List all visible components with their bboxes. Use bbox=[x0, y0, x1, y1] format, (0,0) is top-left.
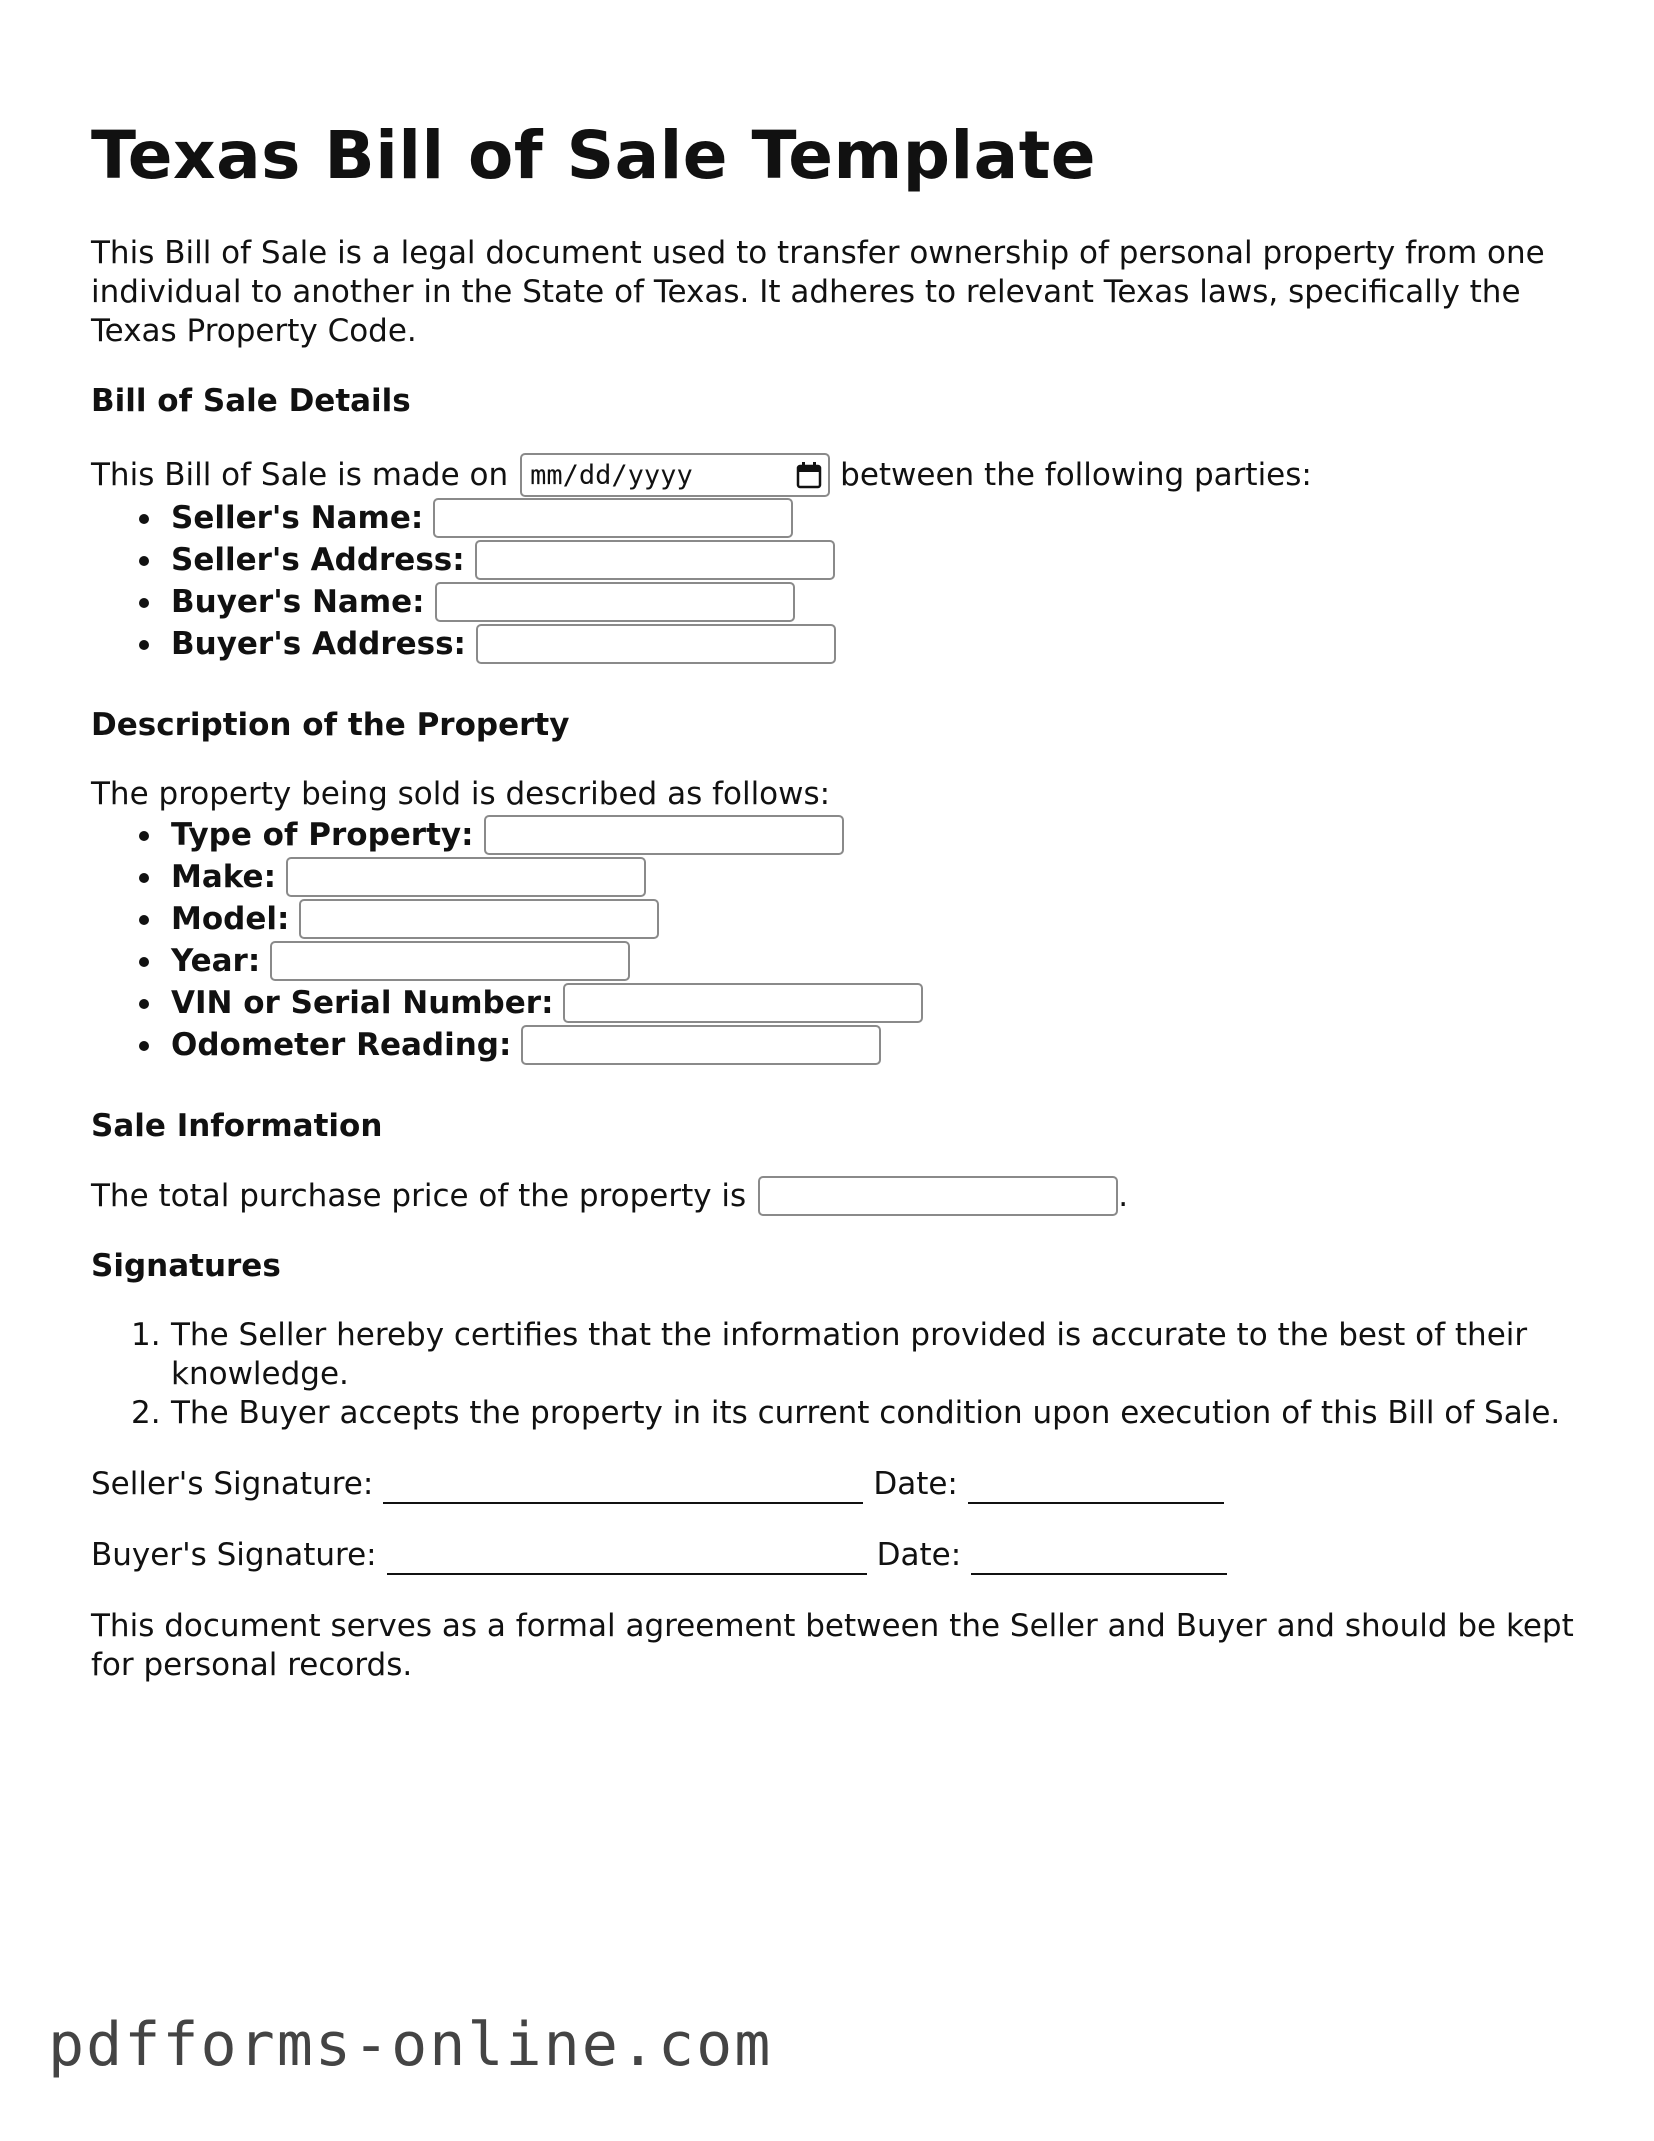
field-label: Make: bbox=[171, 859, 276, 895]
field-label: Buyer's Name: bbox=[171, 584, 425, 620]
parties-list bbox=[91, 497, 1591, 665]
buyer-address-input[interactable] bbox=[476, 624, 836, 664]
seller-address-input[interactable] bbox=[475, 540, 835, 580]
intro-paragraph: This Bill of Sale is a legal document used to transfer ownership of personal property from one individual to another in the State of Texas. It adheres to relevant Texas laws, specifically the Texas Property Code. bbox=[91, 235, 1545, 349]
buyer-signature-line bbox=[91, 1536, 1591, 1575]
make-input[interactable] bbox=[286, 857, 646, 897]
seller-date-field[interactable] bbox=[968, 1472, 1224, 1504]
buyer-signature-label: Buyer's Signature: bbox=[91, 1537, 377, 1573]
property-intro: The property being sold is described as follows: bbox=[91, 776, 831, 812]
purchase-price-input[interactable] bbox=[758, 1176, 1118, 1216]
list-item bbox=[91, 940, 1591, 982]
seller-signature-field[interactable] bbox=[383, 1472, 863, 1504]
list-item bbox=[91, 982, 1591, 1024]
field-label: Buyer's Address: bbox=[171, 626, 466, 662]
made-on-suffix: between the following parties: bbox=[840, 456, 1312, 493]
made-on-prefix: This Bill of Sale is made on bbox=[91, 456, 509, 493]
buyer-date-field[interactable] bbox=[971, 1543, 1227, 1575]
list-item bbox=[91, 581, 1591, 623]
calendar-icon[interactable] bbox=[796, 461, 822, 489]
list-item bbox=[91, 1316, 1601, 1394]
field-label: VIN or Serial Number: bbox=[171, 985, 554, 1021]
list-item bbox=[91, 856, 1591, 898]
list-item bbox=[91, 898, 1591, 940]
closing-paragraph: This document serves as a formal agreement between the Seller and Buyer and should be kept for personal records. bbox=[91, 1608, 1574, 1683]
seller-date-label: Date: bbox=[873, 1466, 958, 1502]
item-text: The Buyer accepts the property in its current condition upon execution of this Bill of Sale. bbox=[171, 1395, 1561, 1431]
property-list bbox=[91, 814, 1591, 1066]
item-number: 2. bbox=[131, 1395, 161, 1431]
seller-name-input[interactable] bbox=[433, 498, 793, 538]
seller-signature-line bbox=[91, 1465, 1591, 1504]
item-text: The Seller hereby certifies that the information provided is accurate to the best of their knowledge. bbox=[171, 1317, 1528, 1392]
field-label: Type of Property: bbox=[171, 817, 474, 853]
list-item bbox=[91, 539, 1591, 581]
list-item bbox=[91, 814, 1591, 856]
document-page bbox=[91, 110, 1591, 1685]
list-item bbox=[91, 623, 1591, 665]
year-input[interactable] bbox=[270, 941, 630, 981]
item-number: 1. bbox=[131, 1317, 161, 1353]
property-type-input[interactable] bbox=[484, 815, 844, 855]
section-heading-signatures: Signatures bbox=[91, 1248, 281, 1284]
seller-signature-label: Seller's Signature: bbox=[91, 1466, 374, 1502]
certification-list bbox=[91, 1316, 1591, 1433]
vin-input[interactable] bbox=[563, 983, 923, 1023]
odometer-input[interactable] bbox=[521, 1025, 881, 1065]
price-line bbox=[91, 1176, 1591, 1216]
section-heading-details: Bill of Sale Details bbox=[91, 383, 411, 419]
field-label: Model: bbox=[171, 901, 290, 937]
buyer-name-input[interactable] bbox=[435, 582, 795, 622]
sale-date-placeholder: mm/dd/yyyy bbox=[530, 459, 693, 491]
page-title: Texas Bill of Sale Template bbox=[91, 117, 1097, 194]
list-item bbox=[91, 1394, 1601, 1433]
buyer-date-label: Date: bbox=[876, 1537, 962, 1573]
watermark: pdfforms-online.com bbox=[48, 2010, 773, 2080]
list-item bbox=[91, 1024, 1591, 1066]
model-input[interactable] bbox=[299, 899, 659, 939]
section-heading-sale: Sale Information bbox=[91, 1108, 383, 1144]
list-item bbox=[91, 497, 1591, 539]
price-period: . bbox=[1118, 1177, 1129, 1214]
made-on-line bbox=[91, 453, 1591, 497]
field-label: Year: bbox=[171, 943, 261, 979]
buyer-signature-field[interactable] bbox=[387, 1543, 867, 1575]
section-heading-property: Description of the Property bbox=[91, 707, 570, 743]
field-label: Seller's Name: bbox=[171, 500, 424, 536]
sale-date-input[interactable] bbox=[520, 453, 830, 497]
field-label: Seller's Address: bbox=[171, 542, 465, 578]
field-label: Odometer Reading: bbox=[171, 1027, 512, 1063]
price-text: The total purchase price of the property is bbox=[91, 1177, 747, 1214]
